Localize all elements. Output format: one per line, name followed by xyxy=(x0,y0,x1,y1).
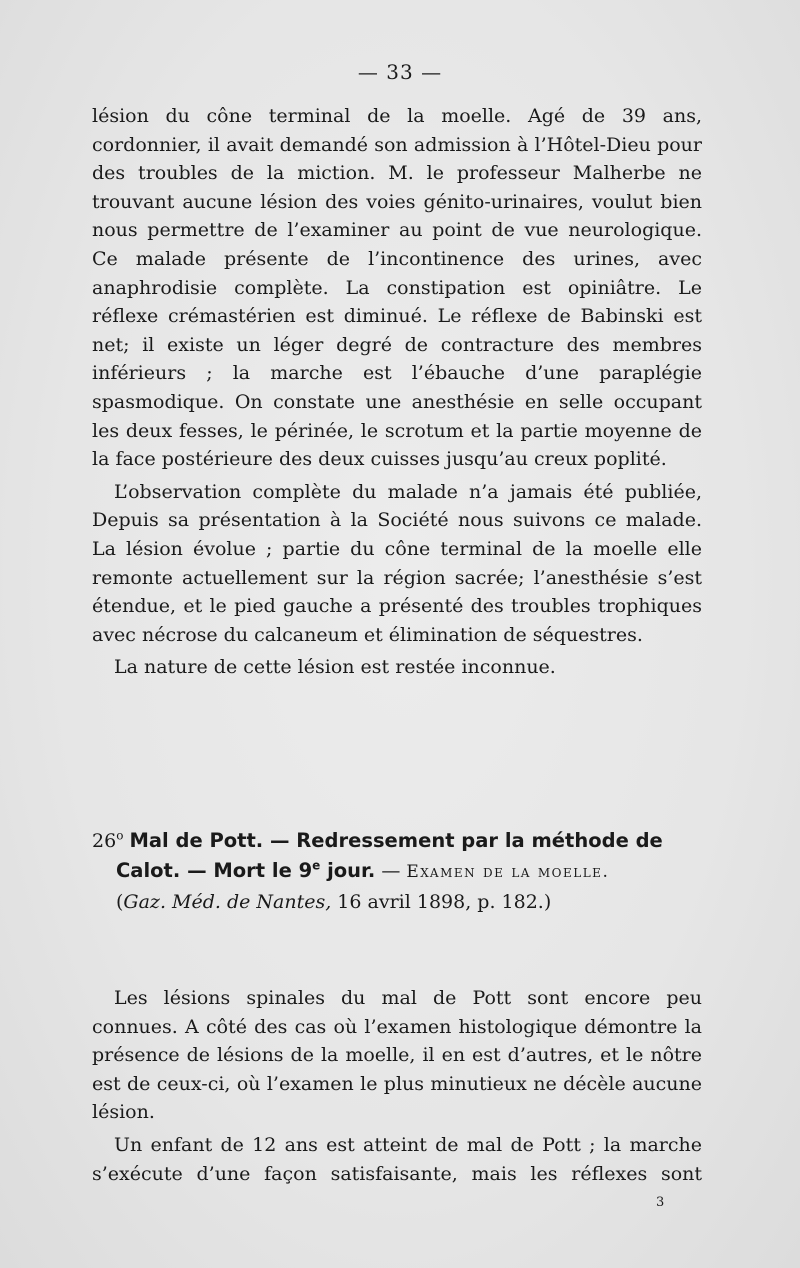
heading-title-part1: Mal de Pott. — Redressement par la méthode de xyxy=(129,829,663,852)
paragraph: Les lésions spinales du mal de Pott sont encore peu connues. A côté des cas où l’examen histologique démontre la présence de lésions de la moelle, il en est d’autres, et le nôtre est de ceux-ci, où l’examen le plus minutieux ne décèle aucune lésion. xyxy=(92,987,702,1124)
section-number: 26$^o$ xyxy=(92,828,124,852)
paragraph: La nature de cette lésion est restée inconnue. xyxy=(114,656,556,679)
first-section xyxy=(92,102,702,682)
heading-citation: (Gaz. Méd. de Nantes, 16 avril 1898, p. 182.) xyxy=(116,891,552,913)
heading-line-1 xyxy=(92,826,704,856)
heading-title-part2: Calot. — Mort le 9e jour. xyxy=(116,858,376,882)
page-number: — 33 — xyxy=(357,60,443,84)
paragraph: lésion du cône terminal de la moelle. Agé de 39 ans, cordonnier, il avait demandé son admission à l’Hôtel-Dieu pour des troubles de la miction. M. le professeur Malherbe ne trouvant aucune lésion des voies génito-urinaires, voulut bien nous permettre de l’examiner au point de vue neurologique. Ce malade présente de l’incontinence des urines, avec anaphrodisie complète. La constipation est opiniâtre. Le réflexe crémastérien est diminué. Le réflexe de Babinski est net; il existe un léger degré de contracture des membres inférieurs ; la marche est l’ébauche d’une paraplégie spasmodique. On constate une anesthésie en selle occupant les deux fesses, le périnée, le scrotum et la partie moyenne de la face postérieure des deux cuisses jusqu’au creux poplité. xyxy=(92,105,702,471)
citation-journal: Gaz. Méd. de Nantes, xyxy=(123,891,332,913)
signature-mark: 3 xyxy=(656,1195,665,1210)
heading-line-2: Calot. — Mort le 9e jour. — Examen de la moelle. xyxy=(116,858,610,882)
paragraph: L’observation complète du malade n’a jamais été publiée, Depuis sa présentation à la Société nous suivons ce malade. La lésion évolue ; partie du cône terminal de la moelle elle remonte actuellement sur la région sacrée; l’anesthésie s’est étendue, et le pied gauche a présenté des troubles trophiques avec nécrose du calcaneum et élimination de séquestres. xyxy=(92,480,702,646)
heading-subtitle: Examen de la moelle. xyxy=(406,862,610,882)
section-heading xyxy=(92,826,704,917)
paragraph: Un enfant de 12 ans est atteint de mal de Pott ; la marche s’exécute d’une façon satisfaisante, mais les réflexes sont xyxy=(92,1133,702,1185)
second-section xyxy=(92,984,702,1188)
